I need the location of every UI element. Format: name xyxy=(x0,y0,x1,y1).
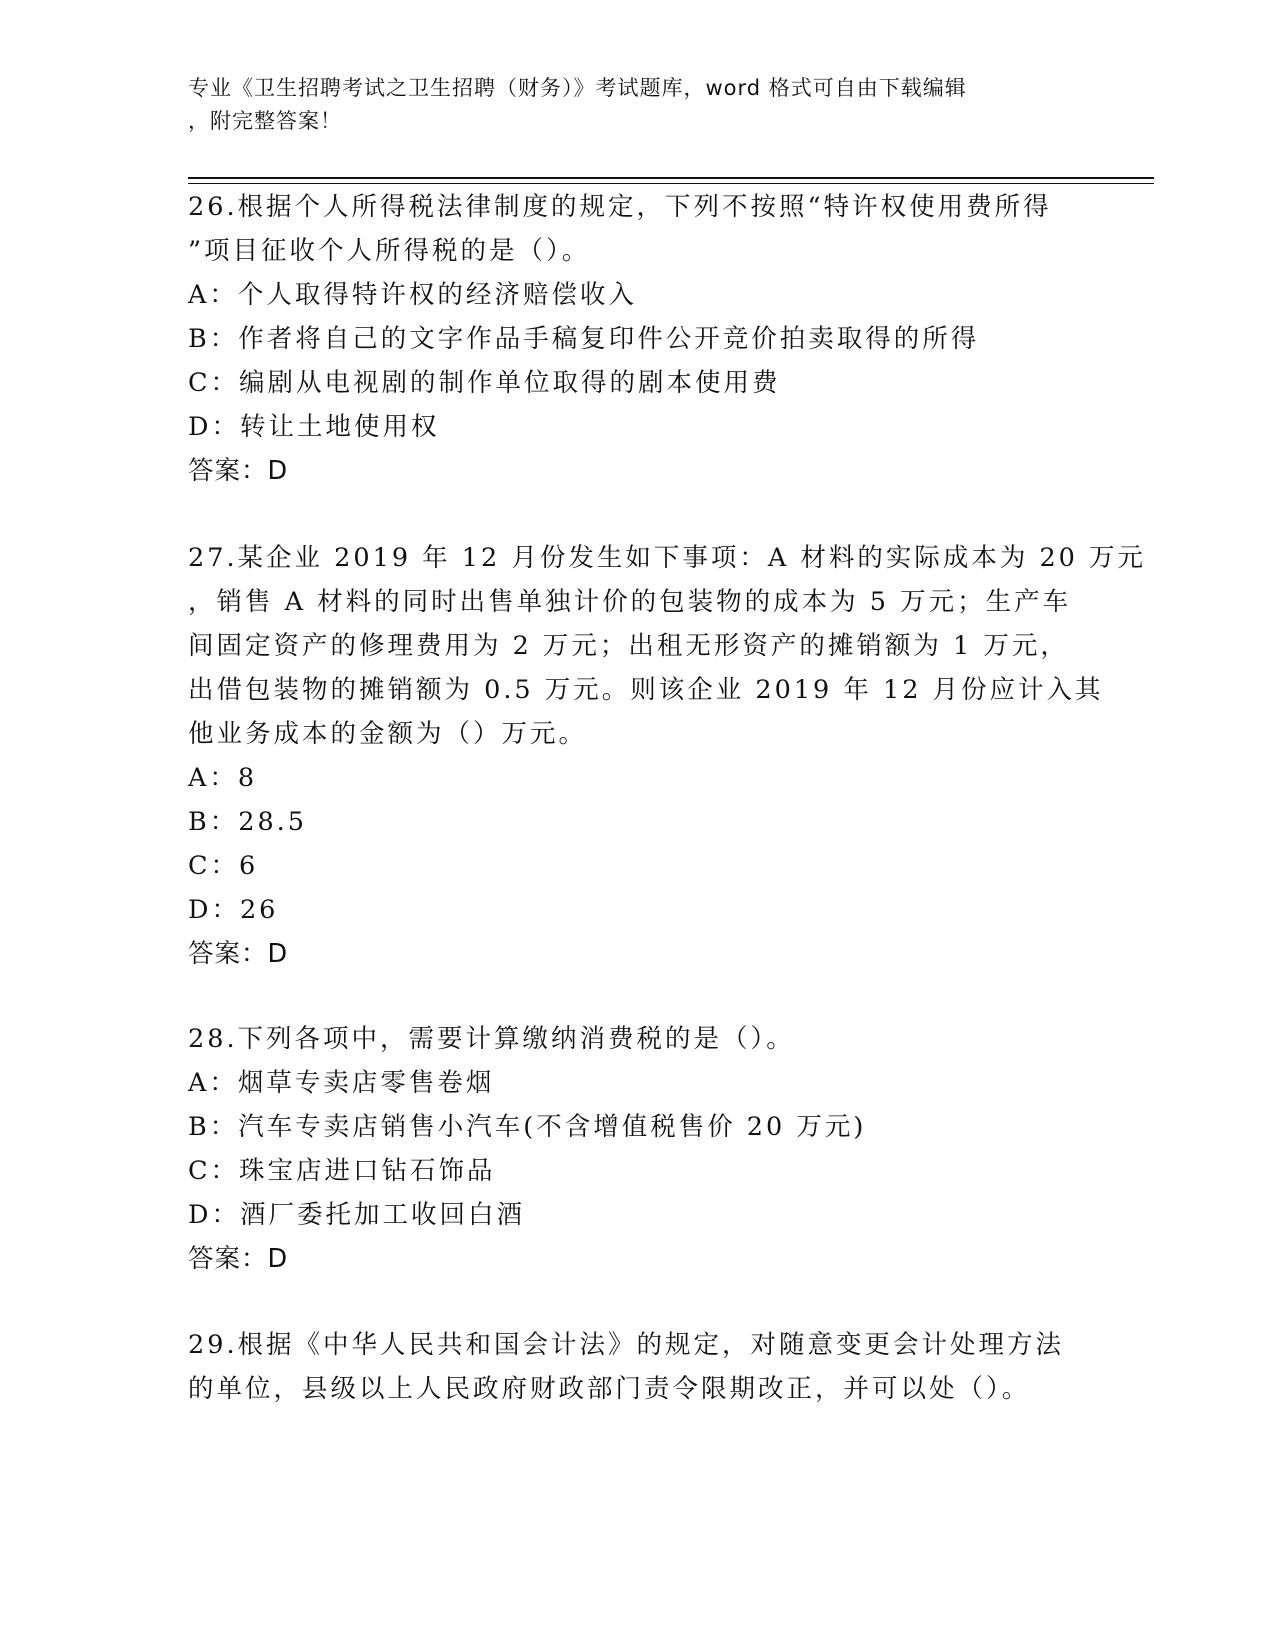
q27-stem-line-4: 出借包装物的摊销额为 0.5 万元。则该企业 2019 年 12 月份应计入其 xyxy=(188,675,1104,705)
q27-option-c: C：6 xyxy=(188,851,259,881)
q28-option-a: A：烟草专卖店零售卷烟 xyxy=(188,1068,495,1098)
header-divider-thick xyxy=(188,177,1154,179)
header-line-2: ，附完整答案！ xyxy=(188,109,342,133)
q26-stem-line-1: 26.根据个人所得税法律制度的规定，下列不按照“特许权使用费所得 xyxy=(188,192,1052,222)
q26-answer: 答案：D xyxy=(188,456,289,486)
q29-stem-line-2: 的单位，县级以上人民政府财政部门责令限期改正，并可以处（）。 xyxy=(188,1374,1031,1404)
q28-option-d: D：酒厂委托加工收回白酒 xyxy=(188,1200,525,1230)
q27-stem-line-3: 间固定资产的修理费用为 2 万元；出租无形资产的摊销额为 1 万元， xyxy=(188,631,1069,661)
q27-stem-line-1: 27.某企业 2019 年 12 月份发生如下事项：A 材料的实际成本为 20 万元 xyxy=(188,543,1147,573)
q28-stem-line-1: 28.下列各项中，需要计算缴纳消费税的是（）。 xyxy=(188,1024,795,1054)
document-header xyxy=(188,72,1068,138)
q27-answer: 答案：D xyxy=(188,939,289,969)
q26-stem-line-2: ”项目征收个人所得税的是（）。 xyxy=(188,236,591,266)
q26-option-b: B：作者将自己的文字作品手稿复印件公开竞价拍卖取得的所得 xyxy=(188,324,980,354)
q27-option-b: B：28.5 xyxy=(188,807,308,837)
q27-stem-line-5: 他业务成本的金额为（）万元。 xyxy=(188,719,588,749)
q27-stem-line-2: ，销售 A 材料的同时出售单独计价的包装物的成本为 5 万元；生产车 xyxy=(188,587,1072,617)
q27-option-a: A：8 xyxy=(188,763,258,793)
q29-stem-line-1: 29.根据《中华人民共和国会计法》的规定，对随意变更会计处理方法 xyxy=(188,1330,1065,1360)
q26-option-d: D：转让土地使用权 xyxy=(188,412,440,442)
header-divider-thin xyxy=(188,183,1154,184)
q28-option-c: C：珠宝店进口钻石饰品 xyxy=(188,1156,496,1186)
header-line-1: 专业《卫生招聘考试之卫生招聘（财务）》考试题库，word 格式可自由下载编辑 xyxy=(188,76,967,100)
q27-option-d: D：26 xyxy=(188,895,279,925)
q26-option-c: C：编剧从电视剧的制作单位取得的剧本使用费 xyxy=(188,368,781,398)
q28-option-b: B：汽车专卖店销售小汽车(不含增值税售价 20 万元) xyxy=(188,1112,867,1142)
q28-answer: 答案：D xyxy=(188,1244,289,1274)
q26-option-a: A：个人取得特许权的经济赔偿收入 xyxy=(188,280,637,310)
